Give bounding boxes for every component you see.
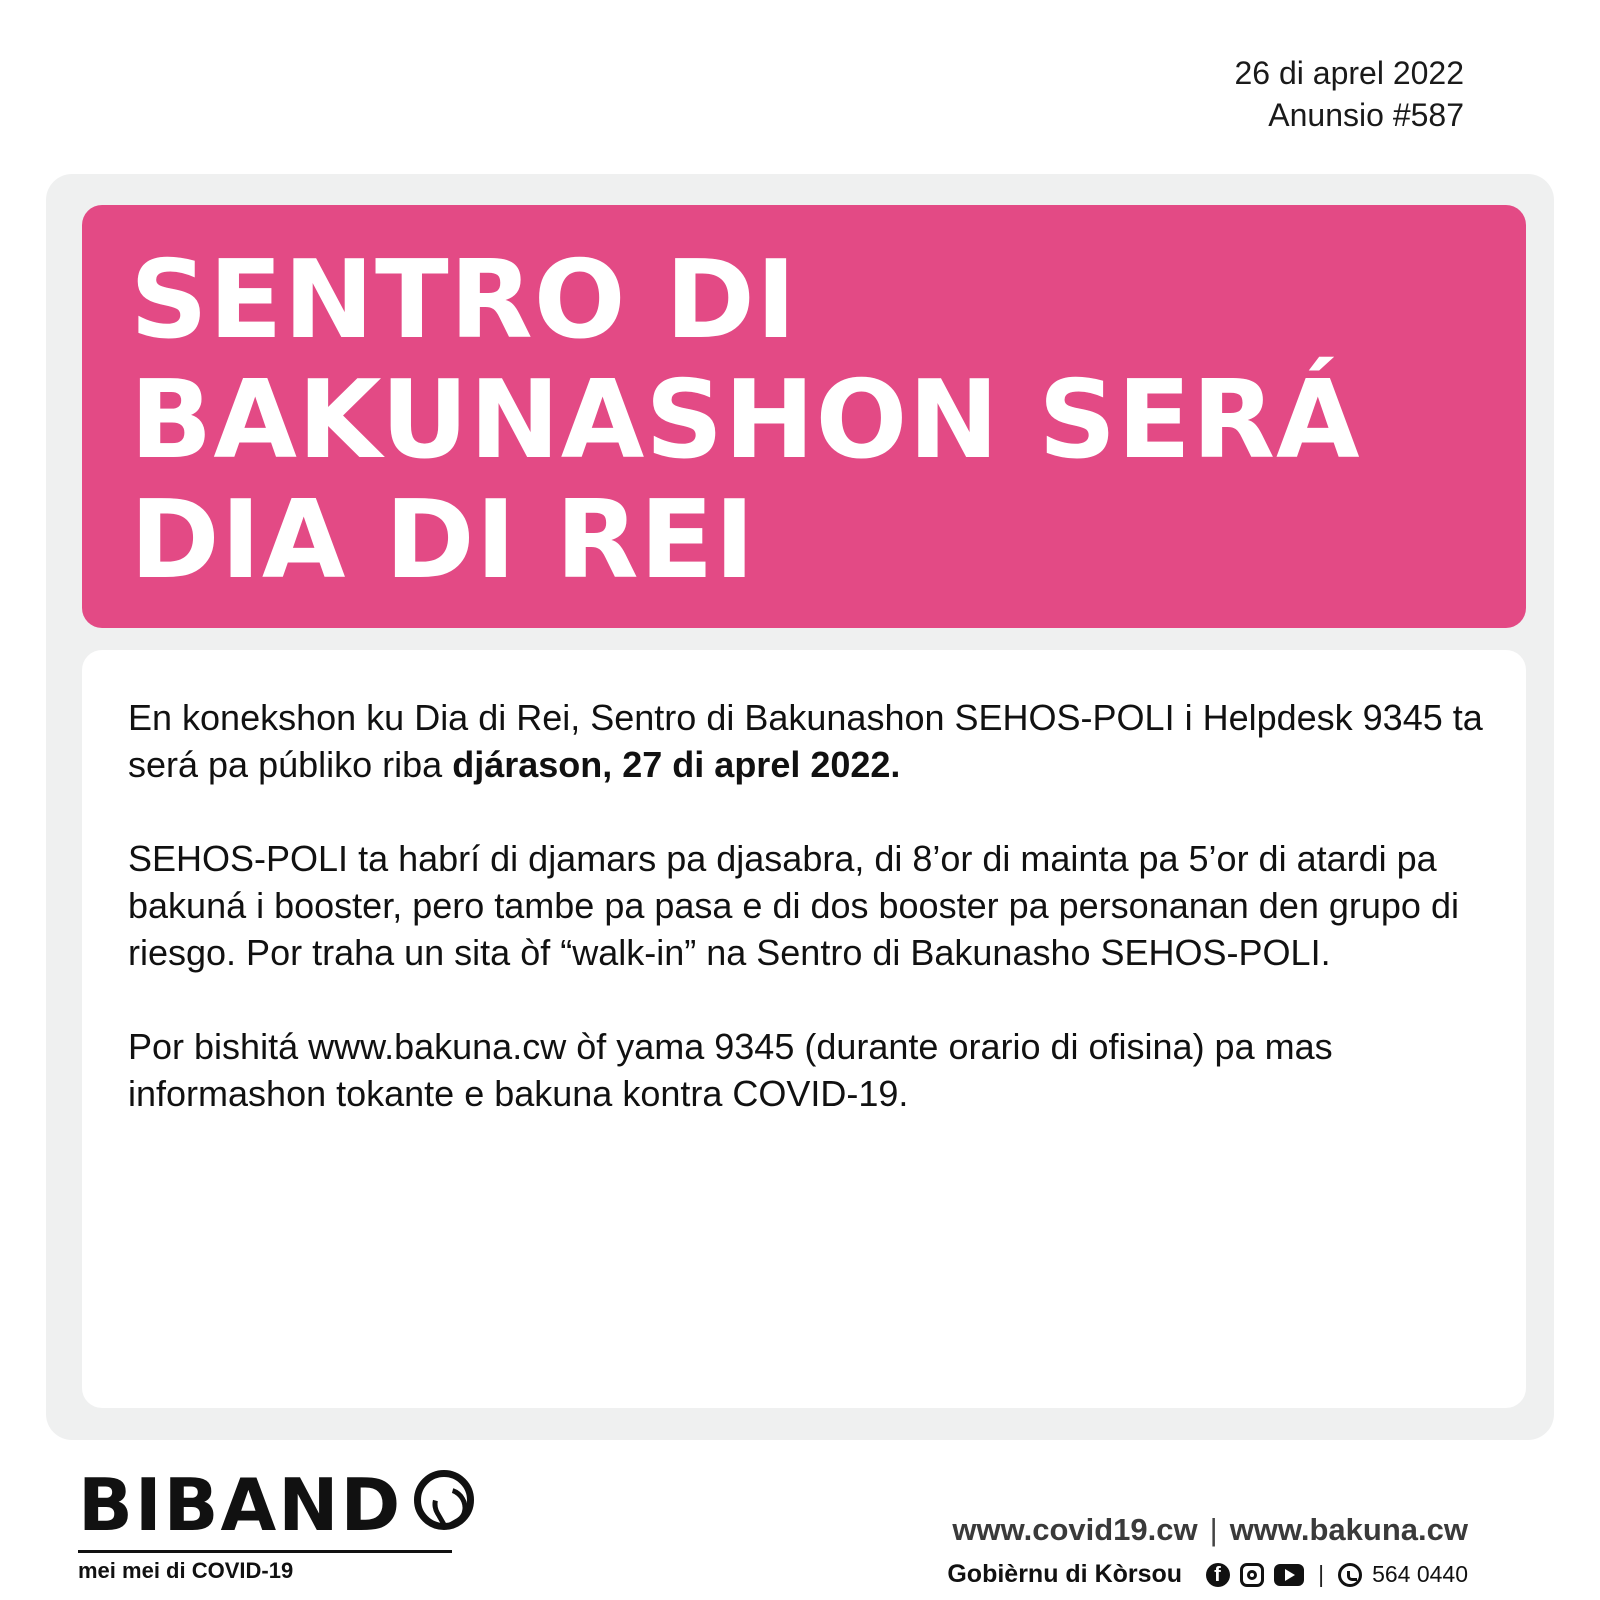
paragraph-opening-hours: SEHOS-POLI ta habrí di djamars pa djasabra, di 8’or di mainta pa 5’or di atardi pa bakuná i booster, pero tambe pa pasa e di dos booster pa personanan den grupo di riesgo. Por traha un sita òf “walk-in” na Sentro di Bakunasho SEHOS-POLI.	[128, 838, 1459, 973]
bibando-logo	[78, 1463, 458, 1586]
phone-number: 564 0440	[1372, 1561, 1468, 1587]
logo-divider	[78, 1550, 452, 1553]
footer-contact	[947, 1510, 1468, 1589]
logo-wordmark: BIBAND	[78, 1463, 403, 1547]
link-covid19[interactable]: www.covid19.cw	[952, 1512, 1198, 1547]
logo-o-icon	[414, 1470, 474, 1530]
body-text	[128, 694, 1488, 1164]
government-name: Gobièrnu di Kòrsou	[947, 1560, 1183, 1588]
announcement-date: 26 di aprel 2022	[1234, 55, 1464, 91]
logo-tagline: mei mei di COVID-19	[78, 1558, 294, 1583]
youtube-icon[interactable]	[1274, 1564, 1304, 1586]
instagram-icon[interactable]	[1240, 1563, 1264, 1587]
body-card	[82, 650, 1526, 1408]
separator: |	[1209, 1512, 1218, 1547]
paragraph-closure-text: En konekshon ku Dia di Rei, Sentro di Bakunashon SEHOS-POLI i Helpdesk 9345 ta será pa públiko riba	[128, 697, 1483, 785]
link-bakuna[interactable]: www.bakuna.cw	[1229, 1512, 1468, 1547]
headline-line-2: BAKUNASHON SERÁ	[130, 358, 1361, 483]
announcement-meta	[1234, 52, 1464, 136]
footer-social-row	[947, 1560, 1468, 1589]
closure-date: djárason, 27 di aprel 2022.	[452, 744, 901, 785]
whatsapp-icon	[1338, 1563, 1362, 1587]
headline-line-3: DIA DI REI	[130, 478, 756, 603]
separator: |	[1318, 1561, 1325, 1587]
footer-websites	[947, 1510, 1468, 1550]
headline-line-1: SENTRO DI	[130, 238, 798, 363]
headline-banner	[82, 205, 1526, 628]
headline-title	[130, 238, 1486, 603]
announcement-number: Anunsio #587	[1268, 97, 1464, 133]
paragraph-closure	[128, 694, 1488, 788]
facebook-icon[interactable]	[1206, 1563, 1230, 1587]
paragraph-more-info: Por bishitá www.bakuna.cw òf yama 9345 (durante orario di ofisina) pa mas informashon tokante e bakuna kontra COVID-19.	[128, 1026, 1333, 1114]
